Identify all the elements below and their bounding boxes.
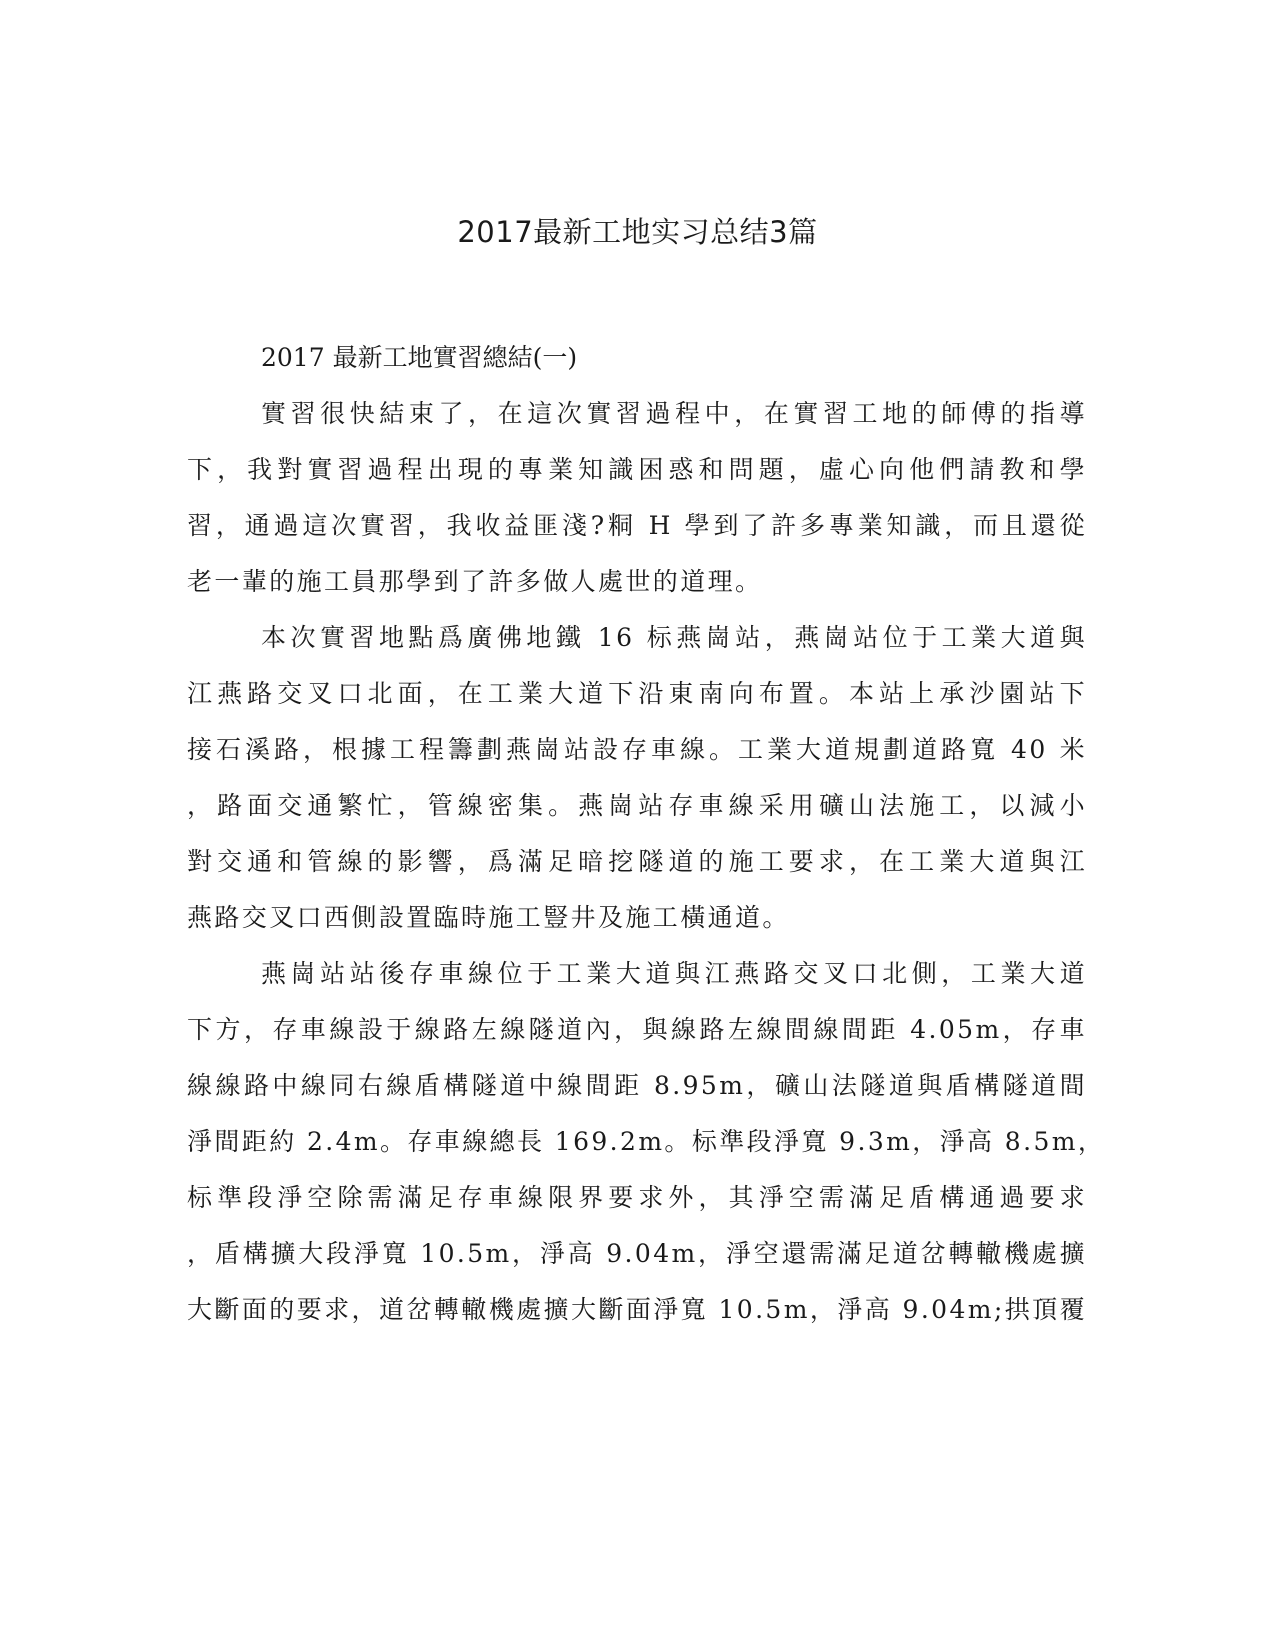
- paragraph-line: 大斷面的要求，道岔轉轍機處擴大斷面淨寬 10.5m，淨高 9.04m;拱頂覆: [187, 1295, 1087, 1324]
- paragraph-line: 老一輩的施工員那學到了許多做人處世的道理。: [187, 567, 763, 596]
- paragraph-line: 習，通過這次實習，我收益匪淺?粡 H 學到了許多專業知識，而且還從: [187, 511, 1087, 540]
- paragraph-line: 下，我對實習過程出現的專業知識困惑和問題，虛心向他們請教和學: [187, 455, 1087, 484]
- document-title: 2017最新工地实习总结3篇: [457, 215, 818, 249]
- paragraph-line: ，路面交通繁忙，管線密集。燕崗站存車線采用礦山法施工，以減小: [187, 791, 1087, 820]
- paragraph-line: 本次實習地點爲廣佛地鐵 16 标燕崗站，燕崗站位于工業大道與: [261, 623, 1087, 652]
- paragraph-line: 燕路交叉口西側設置臨時施工豎井及施工橫通道。: [187, 903, 790, 932]
- paragraph-line: 對交通和管線的影響，爲滿足暗挖隧道的施工要求，在工業大道與江: [187, 847, 1087, 876]
- paragraph-1: [187, 386, 1087, 610]
- paragraph-2: [187, 610, 1087, 946]
- paragraph-line: 接石溪路，根據工程籌劃燕崗站設存車線。工業大道規劃道路寬 40 米: [187, 735, 1087, 764]
- document-body: [187, 330, 1106, 1338]
- paragraph-line: 實習很快結束了，在這次實習過程中，在實習工地的師傅的指導: [261, 399, 1087, 428]
- paragraph-line: 燕崗站站後存車線位于工業大道與江燕路交叉口北側，工業大道: [261, 959, 1087, 988]
- paragraph-line: 江燕路交叉口北面，在工業大道下沿東南向布置。本站上承沙園站下: [187, 679, 1087, 708]
- paragraph-line: 線線路中線同右線盾構隧道中線間距 8.95m，礦山法隧道與盾構隧道間: [187, 1071, 1087, 1100]
- paragraph-line: ，盾構擴大段淨寬 10.5m，淨高 9.04m，淨空還需滿足道岔轉轍機處擴: [187, 1239, 1087, 1268]
- paragraph-line: 下方，存車線設于線路左線隧道內，與線路左線間線間距 4.05m，存車: [187, 1015, 1087, 1044]
- paragraph-line: 标準段淨空除需滿足存車線限界要求外，其淨空需滿足盾構通過要求: [187, 1183, 1087, 1212]
- paragraph-line: 淨間距約 2.4m。存車線總長 169.2m。标準段淨寬 9.3m，淨高 8.5m，: [187, 1127, 1106, 1156]
- paragraph-3: [187, 946, 1106, 1338]
- section-heading: 2017 最新工地實習總結(一): [261, 343, 578, 372]
